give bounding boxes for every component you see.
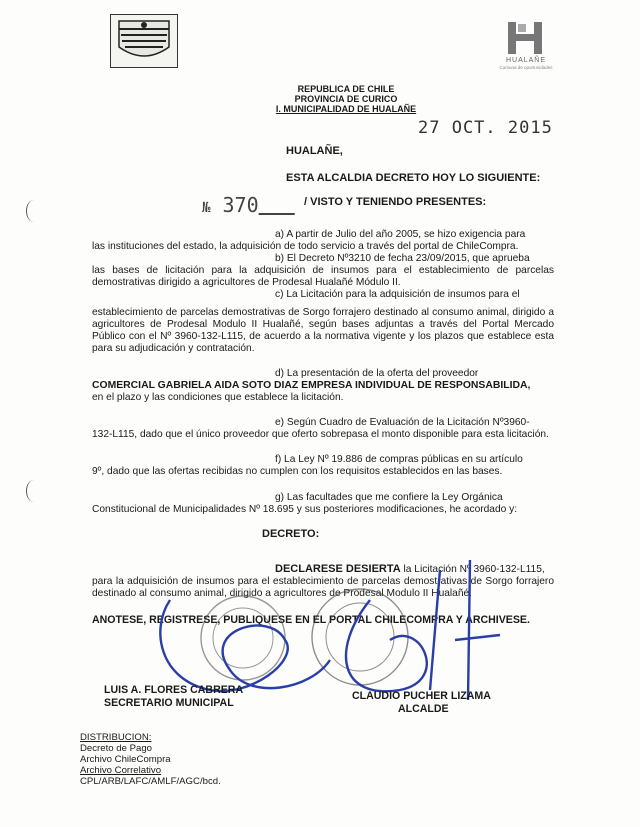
anotese-line: ANOTESE, REGISTRESE, PUBLIQUESE EN EL PORTAL CHILECOMPRA Y ARCHIVESE. (92, 614, 530, 626)
place-label: HUALAÑE, (286, 145, 343, 157)
para-f-rest: 9º, dado que las ofertas recibidas no cumplen con los requisitos establecidos en las bases. (92, 466, 503, 477)
province-line: PROVINCIA DE CURICO (294, 94, 398, 104)
distribution-item: CPL/ARB/LAFC/AMLF/AGC/bcd. (80, 776, 221, 787)
distribution-item: Archivo Correlativo (80, 765, 162, 776)
secretary-signature-icon (160, 600, 330, 691)
para-d-rest: en el plazo y las condiciones que establece la licitación. (92, 392, 344, 403)
para-a-first: a) A partir de Julio del año 2005, se hizo exigencia para (275, 229, 526, 240)
para-d-supplier: COMERCIAL GABRIELA AIDA SOTO DIAZ EMPRESA INDIVIDUAL DE RESPONSABILIDA, (92, 380, 531, 391)
secretary-title: SECRETARIO MUNICIPAL (104, 697, 234, 709)
decreto-heading: DECRETO: (262, 528, 320, 540)
para-c-rest: establecimiento de parcelas demostrativas de Sorgo forrajero destinado al consumo animal, dirigido a agricultores de Prodesal Modulo II Hualañé, según bases adjuntas a través del Portal Mercado Público con el Nº 3960-132-L115, de acuerdo a la normativa vigente y los plazos que establece esta para su adjudicación y contratación. (92, 307, 554, 354)
para-b-first: b) El Decreto Nº3210 de fecha 23/09/2015, que aprueba (275, 253, 530, 264)
brand-name: HUALAÑE (505, 57, 547, 64)
resolution-body: para la adquisición de insumos para el establecimiento de parcelas demostrativas de Sorgo forrajero destinado al consumo animal, dirigido a agricultores de Prodesal Modulo II Hualañé. (92, 576, 554, 599)
secretary-seal-icon (201, 596, 285, 680)
resolution-rest: la Licitación Nº 3960-132-L115, (400, 564, 545, 575)
para-g-rest: Constitucional de Municipalidades Nº 18.695 y sus posteriores modificaciones, he acordado y: (92, 504, 518, 515)
para-e-first: e) Según Cuadro de Evaluación de la Licitación Nº3960- (275, 417, 530, 428)
brand-tagline: Comuna de oportunidades (499, 65, 553, 70)
date-stamp: 27 OCT. 2015 (418, 118, 553, 138)
mayor-signature-icon (346, 560, 500, 700)
secretary-name: LUIS A. FLORES CABRERA (104, 684, 244, 696)
decree-intro: ESTA ALCALDIA DECRETO HOY LO SIGUIENTE: (286, 172, 541, 184)
para-f-first: f) La Ley Nº 19.886 de compras públicas en su artículo (275, 454, 523, 465)
republic-line: REPUBLICA DE CHILE (297, 84, 395, 94)
para-e-rest: 132-L115, dado que el único proveedor que oferto sobrepasa el monto disponible para esta licitación. (92, 429, 549, 440)
para-a-rest: las instituciones del estado, la adquisición de todo servicio a través del portal de ChileCompra. (92, 241, 519, 252)
distribution-item: Decreto de Pago (80, 743, 152, 754)
resolution-bold: DECLARESE DESIERTA (275, 563, 401, 575)
municipality-line: I. MUNICIPALIDAD DE HUALAÑE (275, 104, 417, 114)
para-c-first: c) La Licitación para la adquisición de insumos para el (275, 289, 520, 300)
distribution-heading: DISTRIBUCION: (80, 732, 152, 743)
visto-line: / VISTO Y TENIENDO PRESENTES: (304, 196, 487, 208)
para-b-rest: las bases de licitación para la adquisición de insumos para el establecimiento de parcelas demostrativas dirigido a agricultores de Prodesal Hualañé Módulo II. (92, 265, 554, 288)
para-d-first: d) La presentación de la oferta del proveedor (275, 368, 479, 379)
decree-number: 370 (222, 193, 259, 217)
mayor-title: ALCALDE (398, 703, 449, 715)
distribution-block (80, 732, 221, 787)
distribution-item: Archivo ChileCompra (80, 754, 171, 765)
decree-number-stamp: № 370 (202, 193, 259, 217)
para-g-first: g) Las facultades que me confiere la Ley Orgánica (275, 492, 503, 503)
mayor-name: CLAUDIO PUCHER LIZAMA (352, 690, 491, 702)
